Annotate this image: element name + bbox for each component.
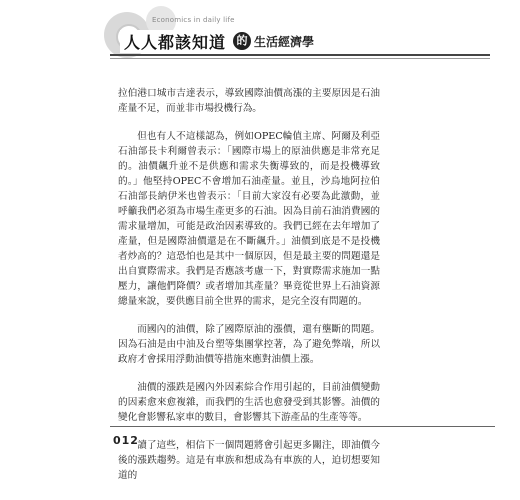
header-rule-thin <box>110 58 490 59</box>
header-title <box>120 30 314 52</box>
book-title-sub: 生活經濟學 <box>254 34 315 49</box>
paragraph: 但也有人不這樣認為，例如OPEC輪值主席、阿爾及利亞石油部長卡利爾曾表示：「國際市場上的原油供應是非常充足的。油價飆升並不是供應和需求失衡導致的，而是投機導致的。」他堅持OPEC不會增加石油產量。並且，沙烏地阿拉伯石油部長納伊米也曾表示：「目前大家沒有必要為此激動，並呼籲我們必須為市場生產更多的石油。因為目前石油消費國的需求量增加，可能是政治因素導致的。我們已經在去年增加了產量，但是國際油價還是在不斷飆升。」油價到底是不是投機者炒高的？這恐怕也是其中一個原因，但是最主要的問題還是出自實際需求。我們是否應該考慮一下，對實際需求施加一點壓力，讓他們降價？或者增加其產量？畢竟從世界上石油資源總量來說，要供應目前全世界的需求，是完全沒有問題的。 <box>118 131 380 307</box>
book-title: 人人都該知道 <box>120 30 230 53</box>
paragraph: 油價的漲跌是國內外因素綜合作用引起的，目前油價變動的因素愈來愈複雜，而我們的生活也愈發受到其影響。油價的變化會影響私家車的數目，會影響其下游產品的生產等等。 <box>118 382 380 423</box>
paragraph: 拉伯港口城市吉達表示，導致國際油價高漲的主要原因是石油產量不足，而並非市場投機行為。 <box>118 88 380 114</box>
footer-rule <box>110 426 495 427</box>
page-header <box>110 10 490 70</box>
header-rule <box>110 54 490 56</box>
body-text <box>118 86 380 496</box>
page-number: 012 <box>113 434 139 447</box>
header-subtitle-en: Economics in daily life <box>152 16 235 24</box>
title-badge: 的 <box>233 32 251 50</box>
paragraph: 讀了這些，相信下一個問題將會引起更多關注，即油價今後的漲跌趨勢。這是有車族和想成為有車族的人，迫切想要知道的 <box>118 440 380 481</box>
paragraph: 而國內的油價，除了國際原油的漲價，還有壟斷的問題。因為石油是由中油及台塑等集團掌控著，為了避免弊端，所以政府才會採用浮動油價等措施來應對油價上漲。 <box>118 324 380 365</box>
